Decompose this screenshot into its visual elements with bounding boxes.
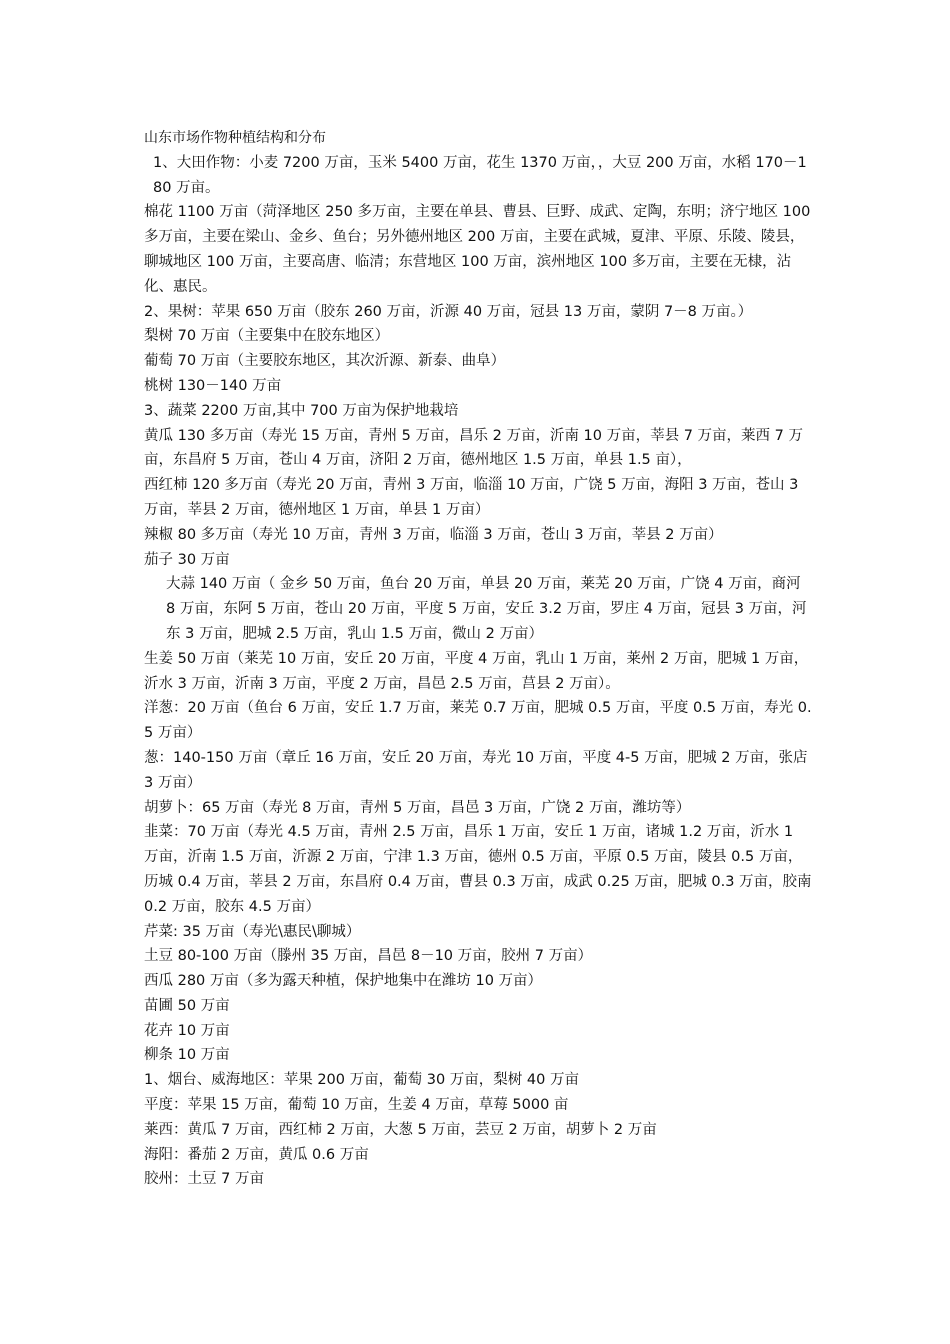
paragraph-haiyang: 海阳：番茄 2 万亩，黄瓜 0.6 万亩 (144, 1146, 369, 1163)
paragraph-eggplant: 茄子 30 万亩 (144, 551, 230, 568)
paragraph-celery: 芹菜: 35 万亩（寿光\惠民\聊城） (144, 923, 361, 940)
paragraph-nursery: 苗圃 50 万亩 (144, 997, 230, 1014)
paragraph-tomato: 西红柿 120 多万亩（寿光 20 万亩，青州 3 万亩，临淄 10 万亩，广饶 5 万亩，海阳 3 万亩，苍山 3 万亩，莘县 2 万亩，德州地区 1 万亩，单县 1 万亩） (144, 477, 799, 518)
paragraph-jiaozhou: 胶州：土豆 7 万亩 (144, 1171, 264, 1188)
paragraph-willow: 柳条 10 万亩 (144, 1047, 230, 1064)
paragraph-laixi: 莱西：黄瓜 7 万亩，西红柿 2 万亩，大葱 5 万亩，芸豆 2 万亩，胡萝卜 2 万亩 (144, 1121, 657, 1138)
paragraph-vegetables: 3、蔬菜 2200 万亩,其中 700 万亩为保护地栽培 (144, 402, 459, 419)
paragraph-pepper: 辣椒 80 多万亩（寿光 10 万亩，青州 3 万亩，临淄 3 万亩，苍山 3 万亩，莘县 2 万亩） (144, 526, 723, 543)
paragraph-fruit-trees: 2、果树：苹果 650 万亩（胶东 260 万亩，沂源 40 万亩，冠县 13 万亩，蒙阴 7－8 万亩。） (144, 303, 753, 320)
paragraph-ginger: 生姜 50 万亩（莱芜 10 万亩，安丘 20 万亩，平度 4 万亩，乳山 1 万亩，莱州 2 万亩，肥城 1 万亩，沂水 3 万亩，沂南 3 万亩，平度 2 万亩，昌邑 2.5 万亩，莒县 2 万亩）。 (144, 650, 809, 692)
paragraph-field-crops: 1、大田作物：小麦 7200 万亩，玉米 5400 万亩，花生 1370 万亩，，大豆 200 万亩，水稻 170－180 万亩。 (153, 154, 807, 196)
paragraph-scallion: 葱：140-150 万亩（章丘 16 万亩，安丘 20 万亩，寿光 10 万亩，平度 4-5 万亩，肥城 2 万亩，张店 3 万亩） (144, 749, 808, 791)
document-body (144, 126, 812, 1192)
paragraph-garlic: 大蒜 140 万亩（ 金乡 50 万亩，鱼台 20 万亩，单县 20 万亩，莱芜 20 万亩，广饶 4 万亩，商河 8 万亩，东阿 5 万亩，苍山 20 万亩，平度 5 万亩，安丘 3.2 万亩，罗庄 4 万亩，冠县 3 万亩，河东 3 万亩，肥城 2.5 万亩，乳山 1.5 万亩，微山 2 万亩） (166, 576, 807, 642)
paragraph-grape: 葡萄 70 万亩（主要胶东地区，其次沂源、新泰、曲阜） (144, 353, 506, 370)
paragraph-yantai-weihai: 1、烟台、威海地区：苹果 200 万亩，葡萄 30 万亩，梨树 40 万亩 (144, 1072, 579, 1089)
paragraph-potato: 土豆 80-100 万亩（滕州 35 万亩，昌邑 8－10 万亩，胶州 7 万亩） (144, 948, 593, 965)
document-title: 山东市场作物种植结构和分布 (144, 130, 326, 146)
paragraph-pear: 梨树 70 万亩（主要集中在胶东地区） (144, 328, 390, 345)
paragraph-leek: 韭菜：70 万亩（寿光 4.5 万亩，青州 2.5 万亩，昌乐 1 万亩，安丘 1 万亩，诸城 1.2 万亩，沂水 1 万亩，沂南 1.5 万亩，沂源 2 万亩，宁津 1.3 万亩，德州 0.5 万亩，平原 0.5 万亩，陵县 0.5 万亩，历城 0.4 万亩，莘县 2 万亩，东昌府 0.4 万亩，曹县 0.3 万亩，成武 0.25 万亩，肥城 0.3 万亩，胶南 0.2 万亩，胶东 4.5 万亩） (144, 824, 812, 915)
paragraph-flowers: 花卉 10 万亩 (144, 1022, 230, 1039)
paragraph-watermelon: 西瓜 280 万亩（多为露天种植，保护地集中在潍坊 10 万亩） (144, 973, 543, 990)
paragraph-cucumber: 黄瓜 130 多万亩（寿光 15 万亩，青州 5 万亩，昌乐 2 万亩，沂南 10 万亩，莘县 7 万亩，莱西 7 万亩，东昌府 5 万亩，苍山 4 万亩，济阳 2 万亩，德州地区 1.5 万亩，单县 1.5 亩）， (144, 427, 804, 469)
paragraph-cotton: 棉花 1100 万亩（菏泽地区 250 多万亩，主要在单县、曹县、巨野、成武、定陶，东明；济宁地区 100 多万亩，主要在梁山、金乡、鱼台；另外德州地区 200 万亩，主要在武城，夏津、平原、乐陵、陵县，聊城地区 100 万亩，主要高唐、临清；东营地区 100 万亩，滨州地区 100 多万亩，主要在无棣，沾化、惠民。 (144, 204, 811, 295)
paragraph-onion: 洋葱：20 万亩（鱼台 6 万亩，安丘 1.7 万亩，莱芜 0.7 万亩，肥城 0.5 万亩，平度 0.5 万亩，寿光 0.5 万亩） (144, 700, 812, 742)
paragraph-carrot: 胡萝卜：65 万亩（寿光 8 万亩，青州 5 万亩，昌邑 3 万亩，广饶 2 万亩，潍坊等） (144, 799, 691, 816)
paragraph-pingdu: 平度：苹果 15 万亩，葡萄 10 万亩，生姜 4 万亩，草莓 5000 亩 (144, 1097, 569, 1114)
paragraph-peach: 桃树 130－140 万亩 (144, 377, 282, 394)
